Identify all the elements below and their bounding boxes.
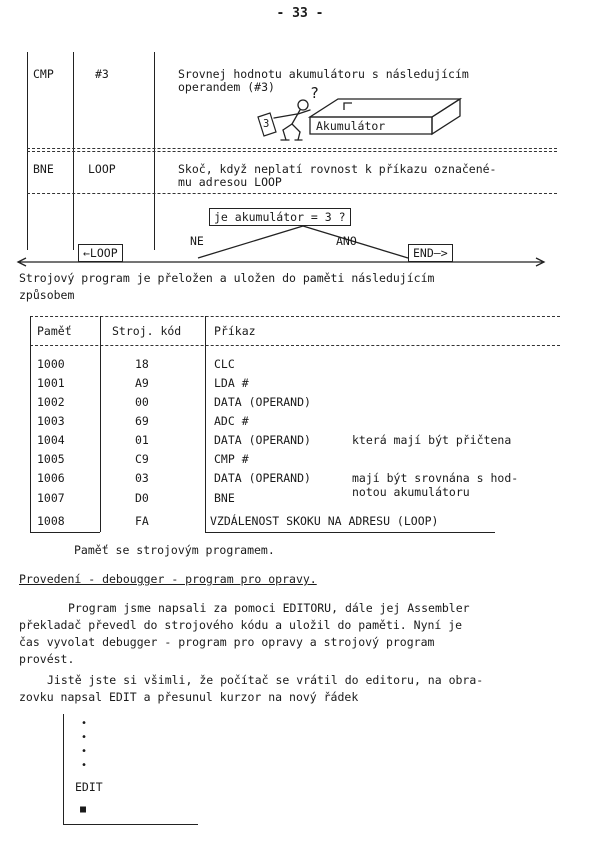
table-row-address: 1006 (37, 471, 65, 485)
screen-dot: • (81, 732, 88, 743)
table-row-address: 1008 (37, 514, 65, 528)
intro-text-line1: Strojový program je přeložen a uložen do paměti následujícím (19, 271, 435, 285)
page-number: - 33 - (276, 6, 324, 21)
stick-figure-illustration (274, 100, 310, 140)
screen-cursor: ■ (80, 804, 87, 815)
decision-left-target: ←LOOP (78, 244, 123, 262)
table-row-address: 1000 (37, 357, 65, 371)
description-cmp-line2: operandem (#3) (178, 80, 275, 94)
question-mark: ? (310, 84, 320, 102)
table-row-command: CLC (214, 357, 235, 371)
paragraph-2-line1: Jistě jste si všimli, že počítač se vrátil do editoru, na obra- (47, 673, 484, 687)
table-row-command: DATA (OPERAND) (214, 395, 311, 409)
decision-question-box: je akumulátor = 3 ? (209, 208, 351, 226)
section-heading: Provedení - debougger - program pro opravy. (19, 572, 317, 586)
decision-yes-label: ANO (336, 234, 357, 248)
paragraph-1-line4: provést. (19, 652, 75, 666)
table-row-address: 1007 (37, 491, 65, 505)
table-row-address: 1002 (37, 395, 65, 409)
mnemonic-bne: BNE (33, 162, 54, 176)
table-row-code: D0 (135, 491, 149, 505)
memory-table-caption: Paměť se strojovým programem. (74, 543, 275, 557)
description-bne-line1: Skoč, když neplatí rovnost k příkazu označené- (178, 162, 497, 176)
table-row-code: 01 (135, 433, 149, 447)
table-row-command: CMP # (214, 452, 249, 466)
table-row-address: 1001 (37, 376, 65, 390)
table-row-code: A9 (135, 376, 149, 390)
table-row-command: DATA (OPERAND) (214, 471, 311, 485)
memory-header-command: Příkaz (214, 324, 256, 338)
table-row-note: notou akumulátoru (352, 485, 470, 499)
screen-dot: • (81, 760, 88, 771)
table-row-address: 1005 (37, 452, 65, 466)
table-row-code: C9 (135, 452, 149, 466)
paragraph-1-line1: Program jsme napsali za pomoci EDITORU, dále jej Assembler (68, 601, 470, 615)
table-row-note: mají být srovnána s hod- (352, 471, 519, 485)
table-row-address: 1003 (37, 414, 65, 428)
table-row-command: BNE (214, 491, 235, 505)
screen-dot: • (81, 718, 88, 729)
table-row-code: 69 (135, 414, 149, 428)
table-row-address: 1004 (37, 433, 65, 447)
operand-cmp: #3 (95, 67, 109, 81)
paragraph-1-line3: čas vyvolat debugger - program pro opravy a strojový program (19, 635, 435, 649)
paragraph-1-line2: překladač převedl do strojového kódu a uložil do paměti. Nyní je (19, 618, 463, 632)
table-row-note: která mají být přičtena (352, 433, 512, 447)
table-row-code: 18 (135, 357, 149, 371)
table-row-command: LDA # (214, 376, 249, 390)
card-label: 3 (263, 118, 270, 130)
memory-header-code: Stroj. kód (112, 324, 182, 338)
table-row-command: VZDÁLENOST SKOKU NA ADRESU (LOOP) (210, 514, 439, 528)
accumulator-box-label: Akumulátor (316, 119, 386, 133)
table-row-code: 03 (135, 471, 149, 485)
description-bne-line2: mu adresou LOOP (178, 175, 282, 189)
table-row-code: 00 (135, 395, 149, 409)
table-row-code: FA (135, 514, 149, 528)
memory-header-address: Paměť (37, 324, 72, 338)
description-cmp-line1: Srovnej hodnotu akumulátoru s následujícím (178, 67, 469, 81)
paragraph-2-line2: zovku napsal EDIT a přesunul kurzor na nový řádek (19, 690, 359, 704)
screen-edit-prompt: EDIT (75, 780, 103, 794)
intro-text-line2: způsobem (19, 288, 75, 302)
mnemonic-cmp: CMP (33, 67, 54, 81)
screen-dot: • (81, 746, 88, 757)
decision-no-label: NE (190, 234, 204, 248)
table-row-command: ADC # (214, 414, 249, 428)
operand-bne: LOOP (88, 162, 116, 176)
table-row-command: DATA (OPERAND) (214, 433, 311, 447)
decision-right-target: END—> (408, 244, 453, 262)
